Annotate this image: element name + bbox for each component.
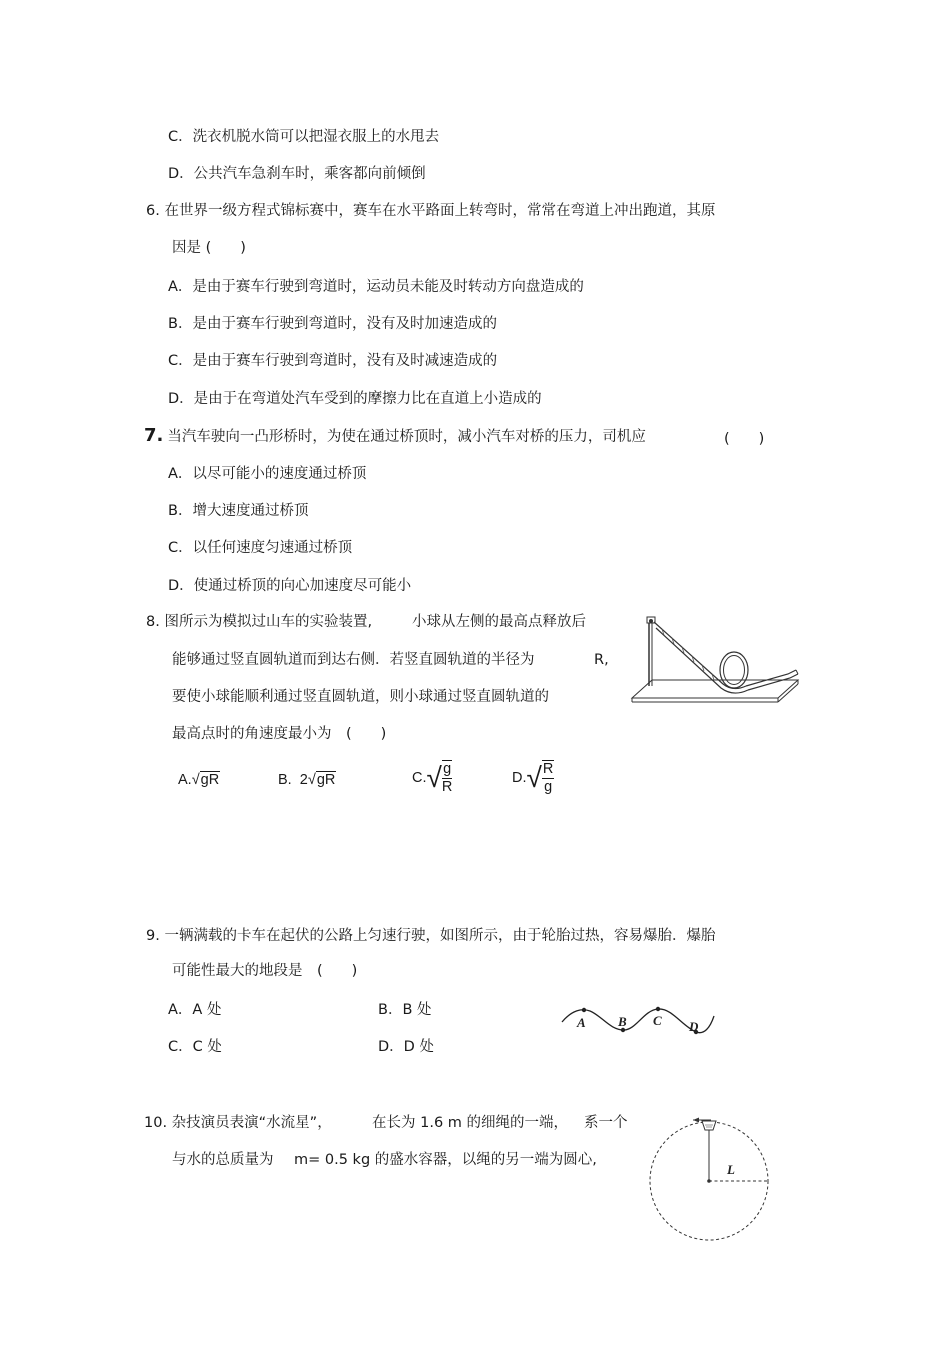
q8-stem-line4: 最高点时的角速度最小为 ( ) [172,726,387,742]
q8-option-d [512,760,554,796]
q5-option-c: C．洗衣机脱水筒可以把湿衣服上的水甩去 [168,129,440,145]
q8-option-b-coef: 2 [299,772,308,788]
q8-option-a-label: A. [178,772,192,788]
q8-option-a-radicand: gR [200,772,220,788]
q7-number: 7. [144,425,164,446]
q10-stem-line2a: 与水的总质量为 [172,1152,274,1168]
q8-option-d-label: D. [512,770,527,786]
sqrt-icon: √ [526,762,542,793]
q9-stem-line1: 9. 一辆满载的卡车在起伏的公路上匀速行驶，如图所示，由于轮胎过热，容易爆胎．爆胎 [146,928,716,944]
q8-option-a [178,768,220,792]
q7-answer-paren: ( ) [724,431,765,447]
point-a-dot [582,1008,586,1012]
q8-option-b-label: B. [278,772,292,788]
sqrt-icon: √ [426,762,442,793]
q8-stem-line3: 要使小球能顺利通过竖直圆轨道，则小球通过竖直圆轨道的 [172,689,549,705]
q8-option-c-label: C. [412,770,427,786]
q6-option-b: B．是由于赛车行驶到弯道时，没有及时加速造成的 [168,316,497,332]
q9-stem-line2: 可能性最大的地段是 ( ) [172,963,358,979]
q6-option-a: A．是由于赛车行驶到弯道时，运动员未能及时转动方向盘造成的 [168,279,584,295]
q8-stem-line1b: 小球从左侧的最高点释放后 [412,614,586,630]
label-b: B [618,1014,627,1029]
q8-option-c-fraction [442,760,452,796]
q8-option-b-radicand: gR [316,772,336,788]
q7-stem-text: 当汽车驶向一凸形桥时，为使在通过桥顶时，减小汽车对桥的压力，司机应 [167,429,646,445]
roller-coaster-figure [628,612,803,704]
q10-stem-line1c: 系一个 [584,1115,628,1131]
q8-stem-line1a: 8. 图所示为模拟过山车的实验装置, [146,614,373,630]
wavy-road-figure [560,1000,720,1045]
q6-option-c: C．是由于赛车行驶到弯道时，没有及时减速造成的 [168,353,498,369]
arrow-left-icon [693,1118,699,1123]
q7-option-d: D．使通过桥顶的向心加速度尽可能小 [168,578,412,594]
label-c: C [653,1013,662,1028]
q6-stem-line2: 因是 ( ) [172,240,246,256]
q7-option-a: A．以尽可能小的速度通过桥顶 [168,466,367,482]
q9-option-a: A．A 处 [168,1002,222,1018]
q9-option-b: B．B 处 [378,1002,432,1018]
q8-option-d-numerator: R [542,761,554,777]
q9-option-d: D．D 处 [378,1039,434,1055]
q8-stem-line2b: R, [594,652,609,668]
q10-stem-line1b: 在长为 1.6 m 的细绳的一端， [372,1115,569,1131]
q8-option-b [278,768,336,792]
q8-option-d-fraction [542,760,554,796]
q8-option-c-numerator: g [443,761,452,777]
sqrt-icon: √ [191,772,200,788]
q5-option-d: D．公共汽车急刹车时，乘客都向前倾倒 [168,166,426,182]
q10-stem-line2b: m= 0.5 kg 的盛水容器，以绳的另一端为圆心, [294,1152,597,1168]
label-d: D [689,1019,699,1034]
q7-stem [144,426,646,447]
label-a: A [577,1015,586,1030]
q7-option-c: C．以任何速度匀速通过桥顶 [168,540,353,556]
q9-option-c: C．C 处 [168,1039,222,1055]
q6-option-d: D．是由于在弯道处汽车受到的摩擦力比在直道上小造成的 [168,391,542,407]
q8-option-d-denominator: g [544,779,553,795]
q8-option-c [412,760,452,796]
q8-stem-line2a: 能够通过竖直圆轨道而到达右侧．若竖直圆轨道的半径为 [172,652,535,668]
q8-option-c-denominator: R [441,779,453,795]
sqrt-icon: √ [307,772,316,788]
q7-option-b: B．增大速度通过桥顶 [168,503,309,519]
q6-stem-line1: 6. 在世界一级方程式锦标赛中，赛车在水平路面上转弯时，常常在弯道上冲出跑道，其原 [146,203,716,219]
rope-length-label: L [727,1162,735,1177]
q10-stem-line1a: 10. 杂技演员表演“水流星”， [144,1115,332,1131]
water-meteor-figure [645,1115,775,1245]
point-c-dot [656,1007,660,1011]
